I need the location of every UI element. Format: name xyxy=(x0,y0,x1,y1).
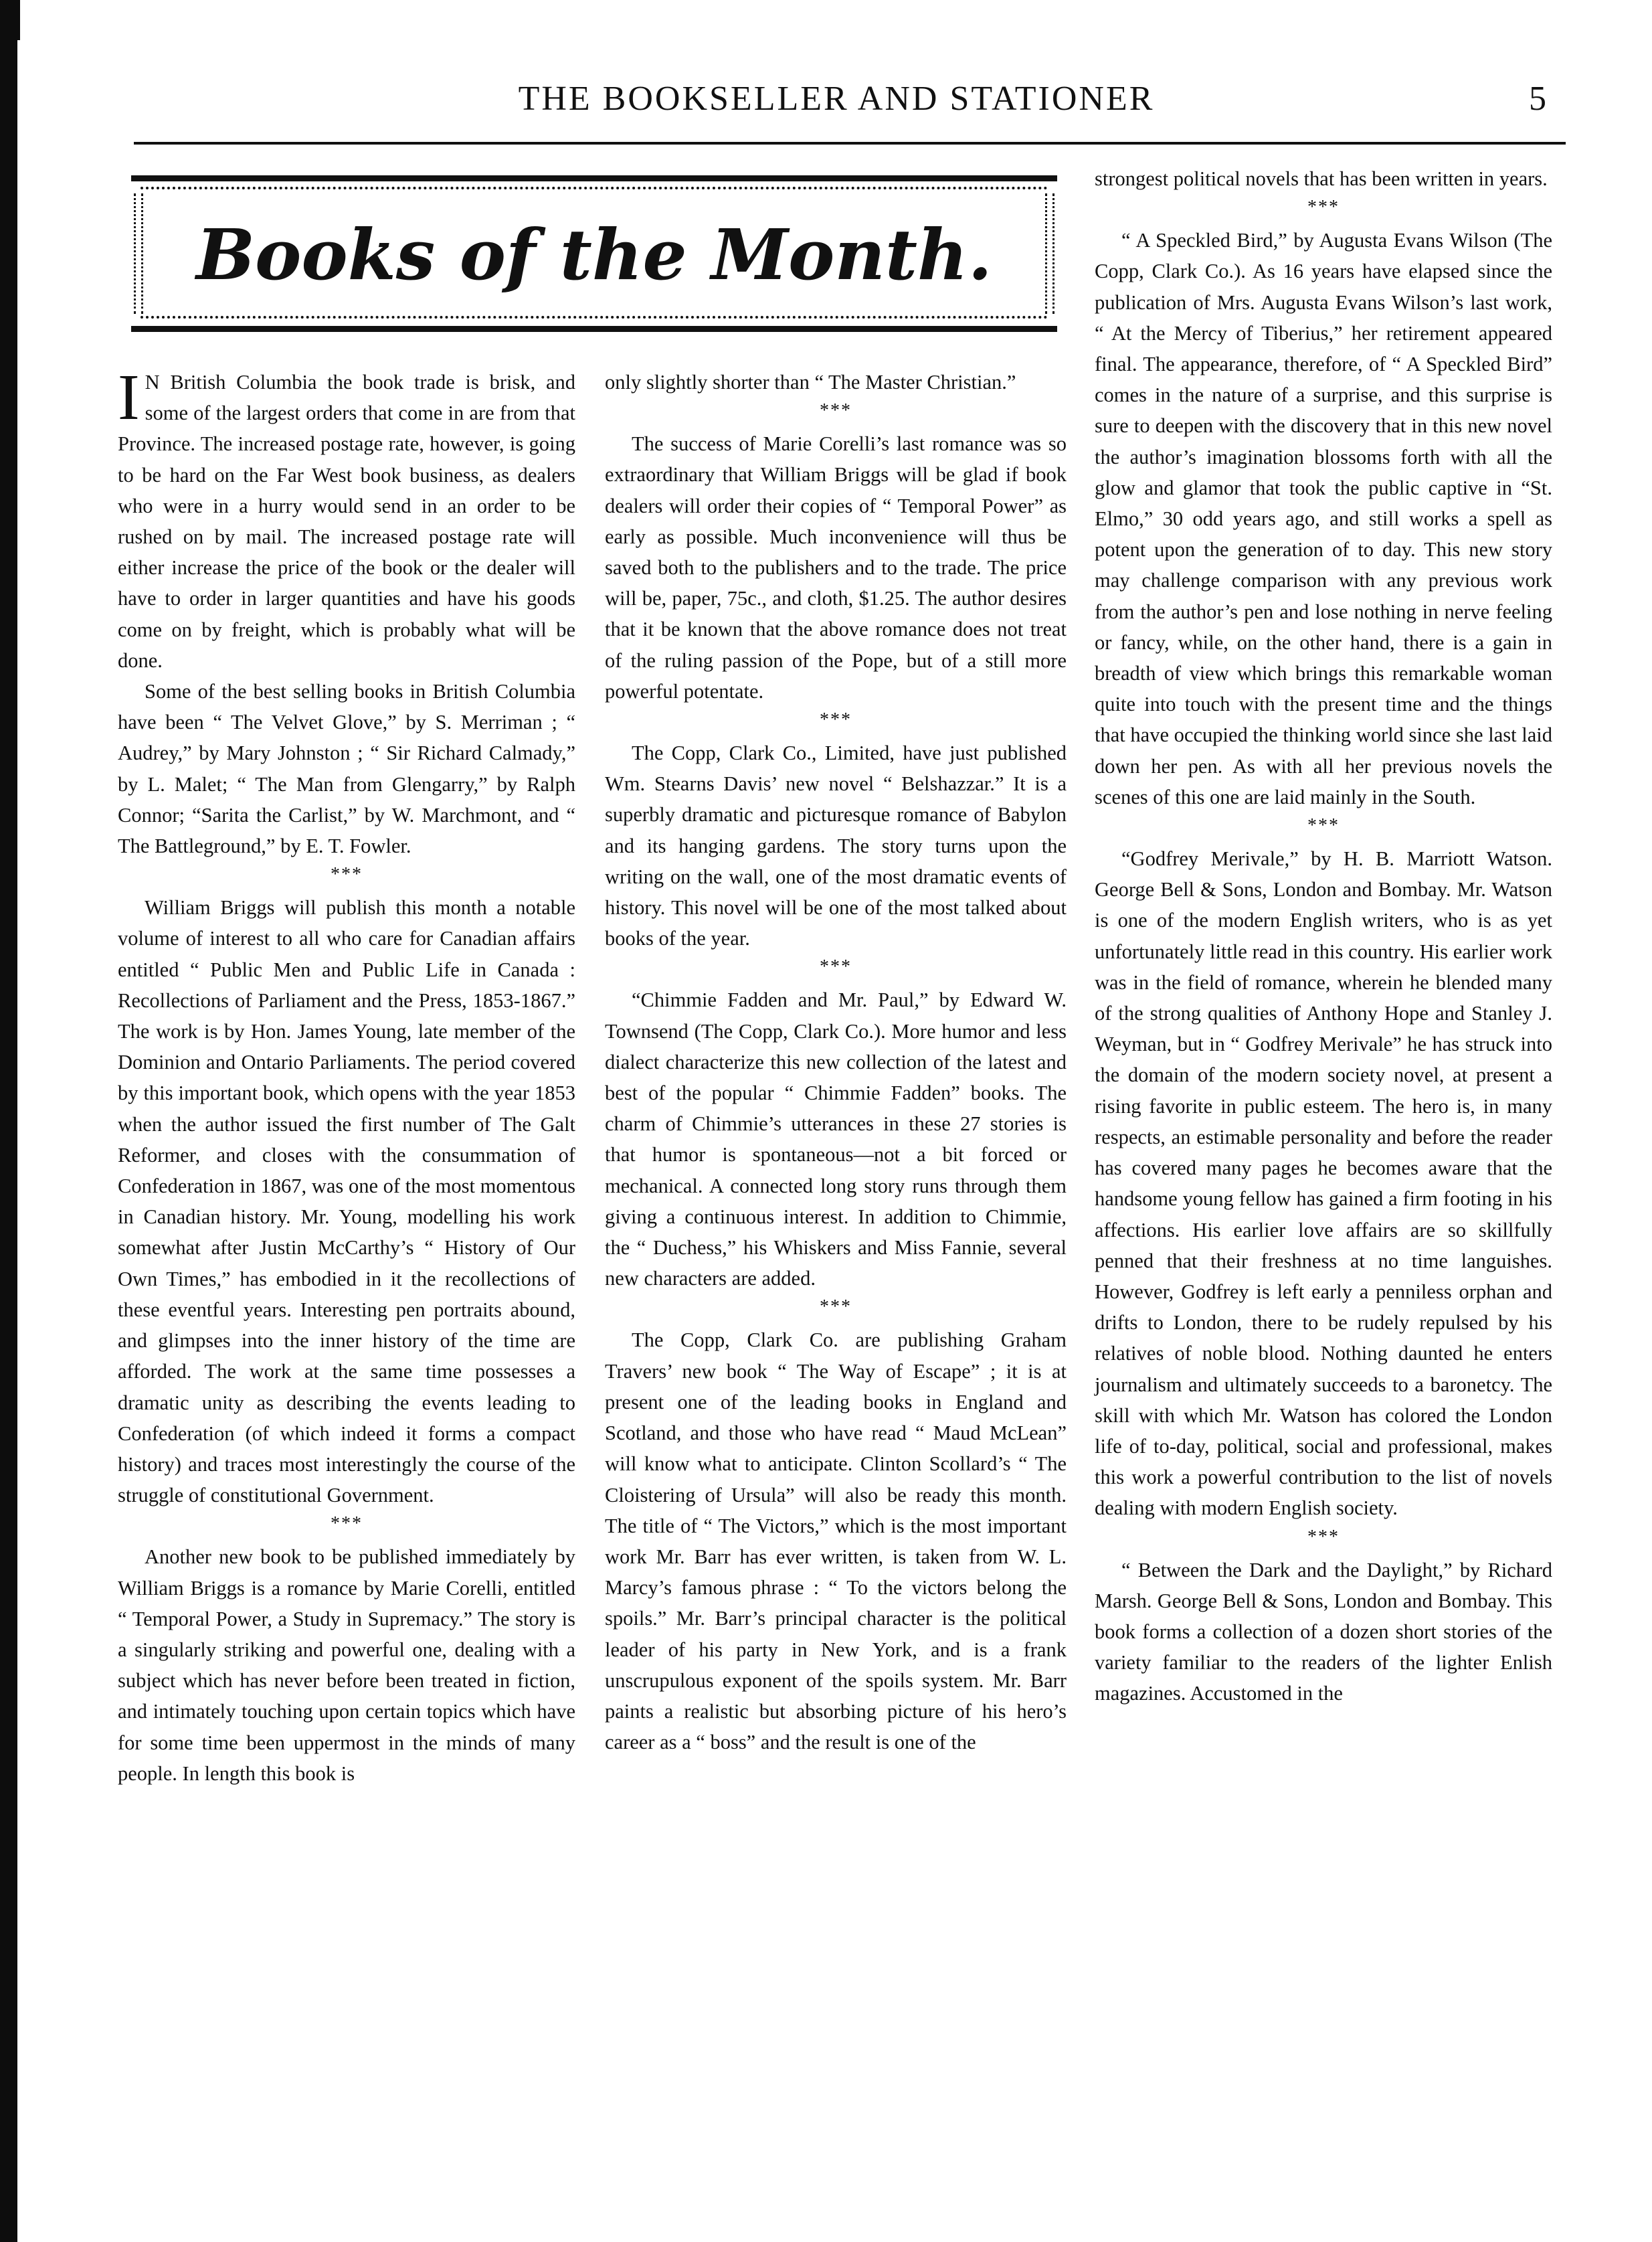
page-edge-binding xyxy=(0,0,17,2242)
article-paragraph: William Briggs will publish this month a notable volume of interest to all who care for Canadian affairs entitled “ Public Men and Public Life in Canada : Recollections of Parliament and the Press, 1853-1867.” The work is by Hon. James Young, late member of the Dominion and Ontario Parliaments. The period covered by this important book, which opens with the year 1853 when the author issued the first number of The Galt Reformer, and closes with the consummation of Confederation in 1867, was one of the most momentous in Canadian history. Mr. Young, modelling his work somewhat after Justin McCarthy’s “ History of Our Own Times,” has embodied in it the recollections of these eventful years. Interesting pen portraits abound, and glimpses into the inner history of the time are afforded. The work at the same time possesses a dramatic unity as describing the events leading to Confederation (of which indeed it forms a compact history) and traces most interestingly the course of the struggle of constitutional Government. xyxy=(118,896,575,1507)
column-3 xyxy=(1095,163,1552,1709)
header-rule xyxy=(134,142,1566,145)
banner-ornament-top xyxy=(141,187,1048,191)
asterism-separator: *** xyxy=(820,956,852,978)
drop-cap: I xyxy=(118,361,140,434)
paragraph-text: N British Columbia the book trade is brisk, and some of the largest orders that come in are from that Province. The increased postage rate, however, is going to be hard on the Far West book business, as dealers who were in a hurry would send in an order to be rushed on by mail. The increased postage rate will either increase the price of the book or the dealer will have to order in larger quantities and have his goods come on by freight, which is probably what will be done. xyxy=(118,371,575,672)
section-title: Books of the Month. xyxy=(196,213,992,296)
column-1 xyxy=(118,361,575,1789)
asterism-separator: *** xyxy=(820,709,852,731)
asterism-separator: *** xyxy=(820,400,852,422)
article-paragraph: “Chimmie Fadden and Mr. Paul,” by Edward W. Townsend (The Copp, Clark Co.). More humor and less dialect characterize this new collection of the latest and best of the popular “ Chimmie Fadden” books. The charm of Chimmie’s utterances in these 27 stories is that humor is spontaneous—not a bit forced or mechanical. A connected long story runs through them giving a continuous interest. In addition to Chimmie, the “ Duchess,” his Whiskers and Miss Fannie, several new characters are added. xyxy=(605,988,1067,1290)
running-title: THE BOOKSELLER AND STATIONER xyxy=(518,80,1155,118)
article-paragraph: only slightly shorter than “ The Master Christian.” xyxy=(605,371,1016,394)
article-paragraph: “ A Speckled Bird,” by Augusta Evans Wilson (The Copp, Clark Co.). As 16 years have elapsed since the publication of Mrs. Augusta Evans Wilson’s last work, “ At the Mercy of Tiberius,” her retirement appeared final. The appearance, therefore, of “ A Speckled Bird” comes in the nature of a surprise, and this surprise is sure to deepen with the discovery that in this new novel the author’s imagination blossoms forth with all the glow and glamor that took the public captive in “St. Elmo,” 30 odd years ago, and still works a spell as potent upon the generation of to day. This new story may challenge comparison with any previous work from the author’s pen and lose nothing in nerve feeling or fancy, while, on the other hand, there is a gain in breadth of view which brings this remarkable woman quite into touch with the present time and the things that have occupied the thinking world since she last laid down her pen. As with all her previous novels the scenes of this one are laid mainly in the South. xyxy=(1095,229,1552,808)
section-banner xyxy=(131,175,1057,332)
asterism-separator: *** xyxy=(331,864,363,885)
page-edge-notch xyxy=(5,0,20,40)
article-paragraph: “Godfrey Merivale,” by H. B. Marriott Watson. George Bell & Sons, London and Bombay. Mr. Watson is one of the modern English writers, who is as yet unfortunately little read in this country. His earlier work was in the field of romance, wherein he blended many of the strong qualities of Anthony Hope and Stanley J. Weyman, but in “ Godfrey Merivale” he has struck into the domain of the modern society novel, at present a rising favorite in public esteem. The hero is, in many respects, an estimable personality and before the reader has covered many pages he becomes aware that the handsome young fellow has gained a firm footing in his affections. His earlier love affairs are so skillfully penned that their freshness at no time languishes. However, Godfrey is left early a penniless orphan and drifts to London, there to be rudely repulsed by his relatives of noble blood. Nothing daunted he enters journalism and ultimately succeeds to a baronetcy. The skill with which Mr. Watson has colored the London life of to-day, political, social and professional, makes this work a powerful contribution to the list of novels dealing with modern English society. xyxy=(1095,847,1552,1520)
asterism-separator: *** xyxy=(1307,1526,1340,1547)
page-number: 5 xyxy=(1529,80,1546,118)
article-paragraph: The Copp, Clark Co. are publishing Graham Travers’ new book “ The Way of Escape” ; it is at present one of the leading books in England and Scotland, and those who have read “ Maud McLean” will know what to anticipate. Clinton Scollard’s “ The Cloistering of Ursula” will also be ready this month. The title of “ The Victors,” which is the most important work Mr. Barr has ever written, is taken from W. L. Marcy’s famous phrase : “ To the victors belong the spoils.” Mr. Barr’s principal character is the political leader of his party in New York, and is a frank unscrupulous exponent of the spoils system. Mr. Barr paints a realistic but absorbing picture of his hero’s career as a “ boss” and the result is one of the xyxy=(605,1328,1067,1754)
article-paragraph: Another new book to be published immediately by William Briggs is a romance by Marie Corelli, entitled “ Temporal Power, a Study in Supremacy.” The story is a singularly striking and powerful one, dealing with a subject which has never before been treated in fiction, and intimately touching upon certain topics which have for some time been uppermost in the minds of many people. In length this book is xyxy=(118,1545,575,1785)
banner-ornament-bottom xyxy=(141,316,1048,321)
article-paragraph: “ Between the Dark and the Daylight,” by Richard Marsh. George Bell & Sons, London and Bombay. This book forms a collection of a dozen short stories of the variety familiar to the readers of the lighter Enlish magazines. Accustomed in the xyxy=(1095,1558,1552,1705)
article-paragraph xyxy=(118,361,575,676)
article-paragraph: The success of Marie Corelli’s last romance was so extraordinary that William Briggs will be glad if book dealers will order their copies of “ Temporal Power” as early as possible. Much inconvenience will thus be saved both to the publishers and to the trade. The price will be, paper, 75c., and cloth, $1.25. The author desires that it be known that the above romance does not treat of the ruling passion of the Pope, but of a still more powerful potentate. xyxy=(605,432,1067,703)
asterism-separator: *** xyxy=(820,1296,852,1318)
article-paragraph: Some of the best selling books in British Columbia have been “ The Velvet Glove,” by S. Merriman ; “ Audrey,” by Mary Johnston ; “ Sir Richard Calmady,” by L. Malet; “ The Man from Glengarry,” by Ralph Connor; “Sarita the Carlist,” by W. Marchmont, and “ The Battleground,” by E. T. Fowler. xyxy=(118,680,575,858)
asterism-separator: *** xyxy=(1307,197,1340,218)
article-paragraph: The Copp, Clark Co., Limited, have just published Wm. Stearns Davis’ new novel “ Belshazzar.” It is a superbly dramatic and picturesque romance of Babylon and its hanging gardens. The story turns upon the writing on the wall, one of the most dramatic events of history. This novel will be one of the most talked about books of the year. xyxy=(605,742,1067,950)
column-2 xyxy=(605,367,1067,1757)
article-paragraph: strongest political novels that has been written in years. xyxy=(1095,167,1548,190)
asterism-separator: *** xyxy=(1307,815,1340,837)
asterism-separator: *** xyxy=(331,1513,363,1535)
